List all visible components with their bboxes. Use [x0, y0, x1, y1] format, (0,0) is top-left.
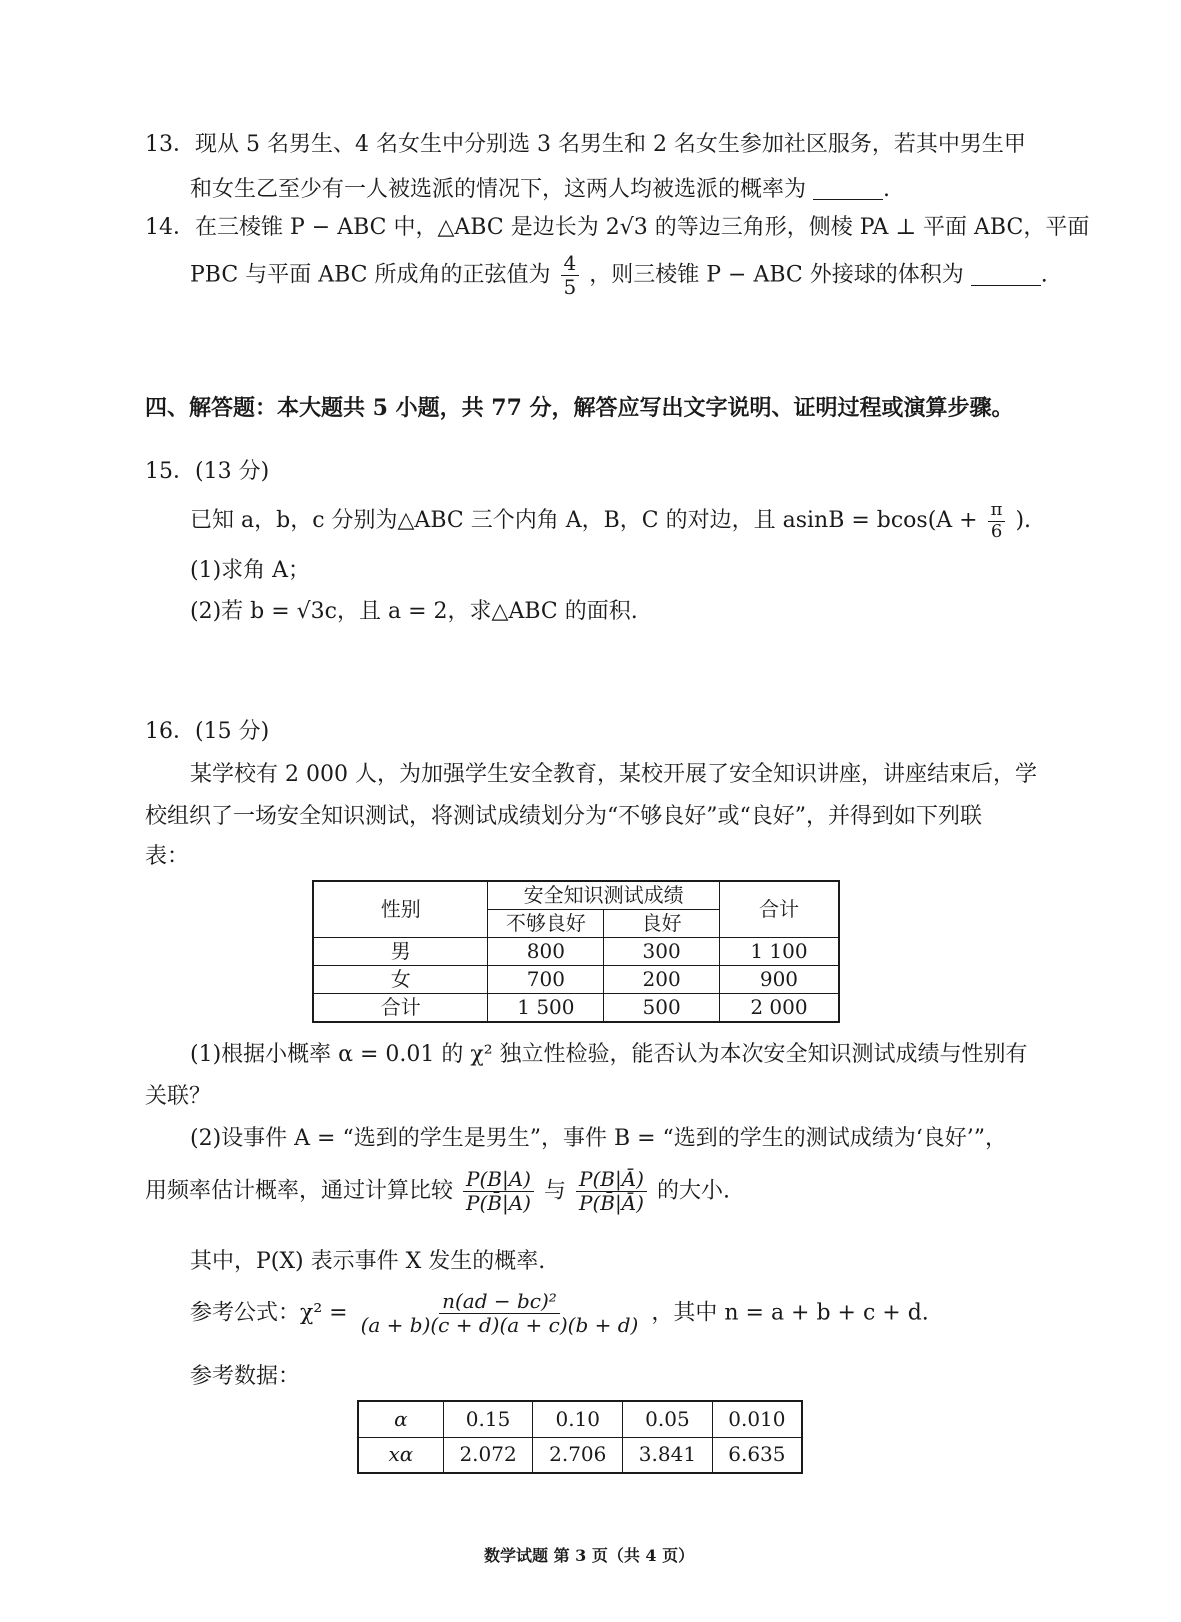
q15-frac-num: π [988, 500, 1006, 522]
q16-part1-line1: (1)根据小概率 α = 0.01 的 χ² 独立性检验，能否认为本次安全知识测试成绩与性别有 [190, 1042, 1028, 1067]
formula-den: (a + b)(c + d)(a + c)(b + d) [360, 1313, 639, 1337]
q13-line2 [190, 175, 890, 205]
q14-frac-den: 5 [563, 275, 577, 299]
q14-frac-num: 4 [561, 252, 580, 276]
q16-part2-post: 的大小. [656, 1178, 730, 1204]
q13-line2-end: . [883, 177, 891, 202]
q16-part2-line2 [145, 1168, 730, 1215]
ratio1-den: P(B̄|A) [466, 1191, 531, 1215]
q14-answer-blank [971, 263, 1041, 286]
ratio2-num: P(B|Ā) [576, 1168, 647, 1192]
ratio2-fraction [576, 1168, 647, 1215]
q15-frac-den: 6 [990, 520, 1003, 542]
table-cell: 2.706 [533, 1437, 623, 1473]
formula-num: n(ad − bc)² [439, 1290, 560, 1314]
q15-stem-pre: 已知 a，b，c 分别为△ABC 三个内角 A，B，C 的对边，且 asinB = bcos(A + [190, 508, 978, 534]
table-cell: 2.072 [443, 1437, 533, 1473]
q16-title: 16．(15 分) [145, 719, 270, 744]
table-cell: 男 [313, 938, 488, 966]
q14-line2 [190, 252, 1048, 299]
contingency-table [312, 880, 840, 1023]
q16-note: 其中，P(X) 表示事件 X 发生的概率. [190, 1249, 546, 1274]
table-row [358, 1437, 802, 1473]
table-cell: 0.10 [533, 1401, 623, 1437]
refdata-label: 参考数据： [190, 1364, 301, 1389]
q14-line2-pre: PBC 与平面 ABC 所成角的正弦值为 [190, 262, 551, 288]
q15-stem-post: ). [1015, 508, 1032, 534]
table-row [358, 1401, 802, 1437]
table-cell: 6.635 [712, 1437, 802, 1473]
table-cell: 700 [488, 966, 604, 994]
section4-heading: 四、解答题：本大题共 5 小题，共 77 分，解答应写出文字说明、证明过程或演算步骤。 [145, 395, 1014, 421]
q16-part2-line1: (2)设事件 A = “选到的学生是男生”，事件 B = “选到的学生的测试成绩为‘良好’”， [190, 1126, 1008, 1151]
q15-part1: (1)求角 A； [190, 558, 311, 583]
table-cell: 1 500 [488, 994, 604, 1023]
q15-stem [190, 500, 1031, 542]
q16-para2: 校组织了一场安全知识测试，将测试成绩划分为“不够良好”或“良好”，并得到如下列联 [145, 804, 982, 829]
table-cell: 3.841 [623, 1437, 713, 1473]
table-cell: 900 [719, 966, 839, 994]
ratio1-fraction [463, 1168, 534, 1215]
q16-part2-pre: 用频率估计概率，通过计算比较 [145, 1178, 454, 1204]
table-cell: α [358, 1401, 443, 1437]
table-row [313, 994, 839, 1023]
table-cell: 0.05 [623, 1401, 713, 1437]
ratio1-num: P(B|A) [463, 1168, 534, 1192]
table-cell: 800 [488, 938, 604, 966]
table-header-row [313, 881, 839, 910]
q16-para3: 表： [145, 844, 190, 869]
table-cell: 2 000 [719, 994, 839, 1023]
reference-table [357, 1400, 803, 1474]
formula-pre: 参考公式：χ² = [190, 1300, 348, 1326]
table-row [313, 938, 839, 966]
q16-part1-line2: 关联？ [145, 1084, 212, 1109]
table-cell: 0.010 [712, 1401, 802, 1437]
q14-line1: 14．在三棱锥 P − ABC 中，△ABC 是边长为 2√3 的等边三角形，侧棱 PA ⊥ 平面 ABC，平面 [145, 215, 1090, 240]
table-cell: 女 [313, 966, 488, 994]
page-footer: 数学试题 第 3 页（共 4 页） [484, 1546, 695, 1565]
q16-formula [190, 1290, 929, 1337]
q13-answer-blank [813, 177, 883, 200]
table-cell: 500 [604, 994, 720, 1023]
table-cell: 200 [604, 966, 720, 994]
ratio2-den: P(B̄|Ā) [578, 1191, 644, 1215]
table-cell: 0.15 [443, 1401, 533, 1437]
q13-line2-text: 和女生乙至少有一人被选派的情况下，这两人均被选派的概率为 [190, 177, 807, 202]
header-gender: 性别 [313, 881, 488, 938]
table-cell: 合计 [313, 994, 488, 1023]
table-cell: 300 [604, 938, 720, 966]
q15-title: 15．(13 分) [145, 459, 270, 484]
table-cell: xα [358, 1437, 443, 1473]
table-cell: 1 100 [719, 938, 839, 966]
q14-fraction [561, 252, 580, 299]
formula-fraction [358, 1290, 642, 1337]
header-score-group: 安全知识测试成绩 [488, 881, 719, 910]
header-total: 合计 [719, 881, 839, 938]
q16-para1: 某学校有 2 000 人，为加强学生安全教育，某校开展了安全知识讲座，讲座结束后，学 [190, 762, 1037, 787]
table-row [313, 966, 839, 994]
formula-post: ，其中 n = a + b + c + d. [651, 1300, 929, 1326]
q14-line2-end: . [1040, 262, 1048, 288]
ratio-mid: 与 [543, 1178, 566, 1204]
q15-fraction [988, 500, 1006, 542]
q13-line1: 13．现从 5 名男生、4 名女生中分别选 3 名男生和 2 名女生参加社区服务，若其中男生甲 [145, 132, 1026, 157]
q15-part2: (2)若 b = √3c，且 a = 2，求△ABC 的面积. [190, 599, 638, 624]
q14-line2-post: ，则三棱锥 P − ABC 外接球的体积为 [589, 262, 964, 288]
header-good: 良好 [604, 910, 720, 938]
header-not-good: 不够良好 [488, 910, 604, 938]
